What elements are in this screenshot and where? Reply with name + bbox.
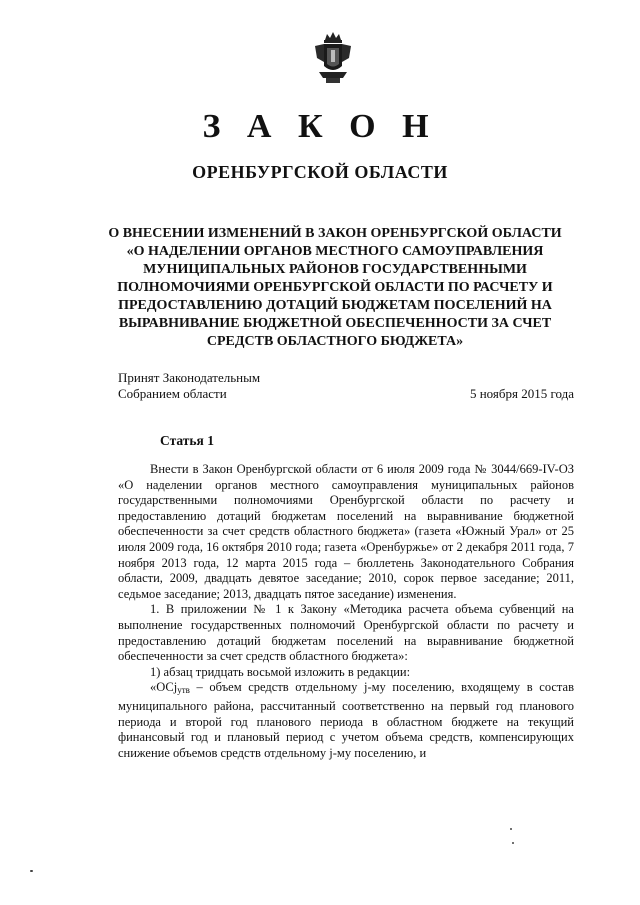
formula-subscript: утв bbox=[177, 685, 190, 696]
adopted-by-line-2: Собранием области bbox=[118, 386, 227, 401]
formula-symbol: «ОСj bbox=[150, 680, 178, 695]
document-title: З А К О Н bbox=[202, 108, 438, 145]
paragraph-item-1: 1) абзац тридцать восьмой изложить в редакции: bbox=[150, 664, 411, 679]
paragraph-appendix: 1. В приложении № 1 к Закону «Методика расчета объема субвенций на выполнение государственных полномочий Оренбургской области по расчету и предоставлению дотаций бюджетам поселений на выравнивание бюджетной обеспеченности за счет средств областного бюджета»: bbox=[118, 602, 574, 664]
adoption-date: 5 ноября 2015 года bbox=[469, 386, 574, 401]
adoption-block bbox=[118, 370, 260, 402]
paragraph-amendment: Внести в Закон Оренбургской области от 6 июля 2009 года № 3044/669-IV-ОЗ «О наделении органов местного самоуправления муниципальных районов государственными полномочиями Оренбургской области по расчету и предоставлению дотаций бюджетам поселений на выравнивание бюджетной обеспеченности за счет средств областного бюджета» (газета «Южный Урал» от 25 июля 2009 года, 16 октября 2010 года; газета «Оренбуржье» от 2 декабря 2011 года, 7 ноября 2013 года, 12 марта 2015 года – бюллетень Законодательного Собрания области, 2009, двадцать девятое заседание; 2010, сорок первое заседание; 2011, седьмое заседание; 2013, двадцать пятое заседание) изменения. bbox=[118, 462, 574, 601]
article-heading: Статья 1 bbox=[160, 433, 214, 448]
coat-of-arms-icon bbox=[313, 32, 353, 84]
definition-text: – объем средств отдельному j-му поселению, входящему в состав муниципального района, рассчитанный соответственно на первый год планового периода и второй год планового периода в областном бюджете на текущий финансовый год и плановый период с учетом объема средств, компенсирующих снижение объемов средств отдельному j-му поселению, и bbox=[118, 680, 574, 760]
region-name: ОРЕНБУРГСКОЙ ОБЛАСТИ bbox=[192, 162, 448, 182]
paragraph-definition bbox=[118, 680, 574, 761]
article-body bbox=[118, 462, 574, 761]
law-title: О ВНЕСЕНИИ ИЗМЕНЕНИЙ В ЗАКОН ОРЕНБУРГСКОЙ ОБЛАСТИ «О НАДЕЛЕНИИ ОРГАНОВ МЕСТНОГО САМОУПРАВЛЕНИЯ МУНИЦИПАЛЬНЫХ РАЙОНОВ ГОСУДАРСТВЕННЫМИ ПОЛНОМОЧИЯМИ ОРЕНБУРГСКОЙ ОБЛАСТИ ПО РАСЧЕТУ И ПРЕДОСТАВЛЕНИЮ ДОТАЦИЙ БЮДЖЕТАМ ПОСЕЛЕНИЙ НА ВЫРАВНИВАНИЕ БЮДЖЕТНОЙ ОБЕСПЕЧЕННОСТИ ЗА СЧЕТ СРЕДСТВ ОБЛАСТНОГО БЮДЖЕТА» bbox=[108, 226, 562, 349]
adopted-by-line-1: Принят Законодательным bbox=[118, 370, 261, 385]
